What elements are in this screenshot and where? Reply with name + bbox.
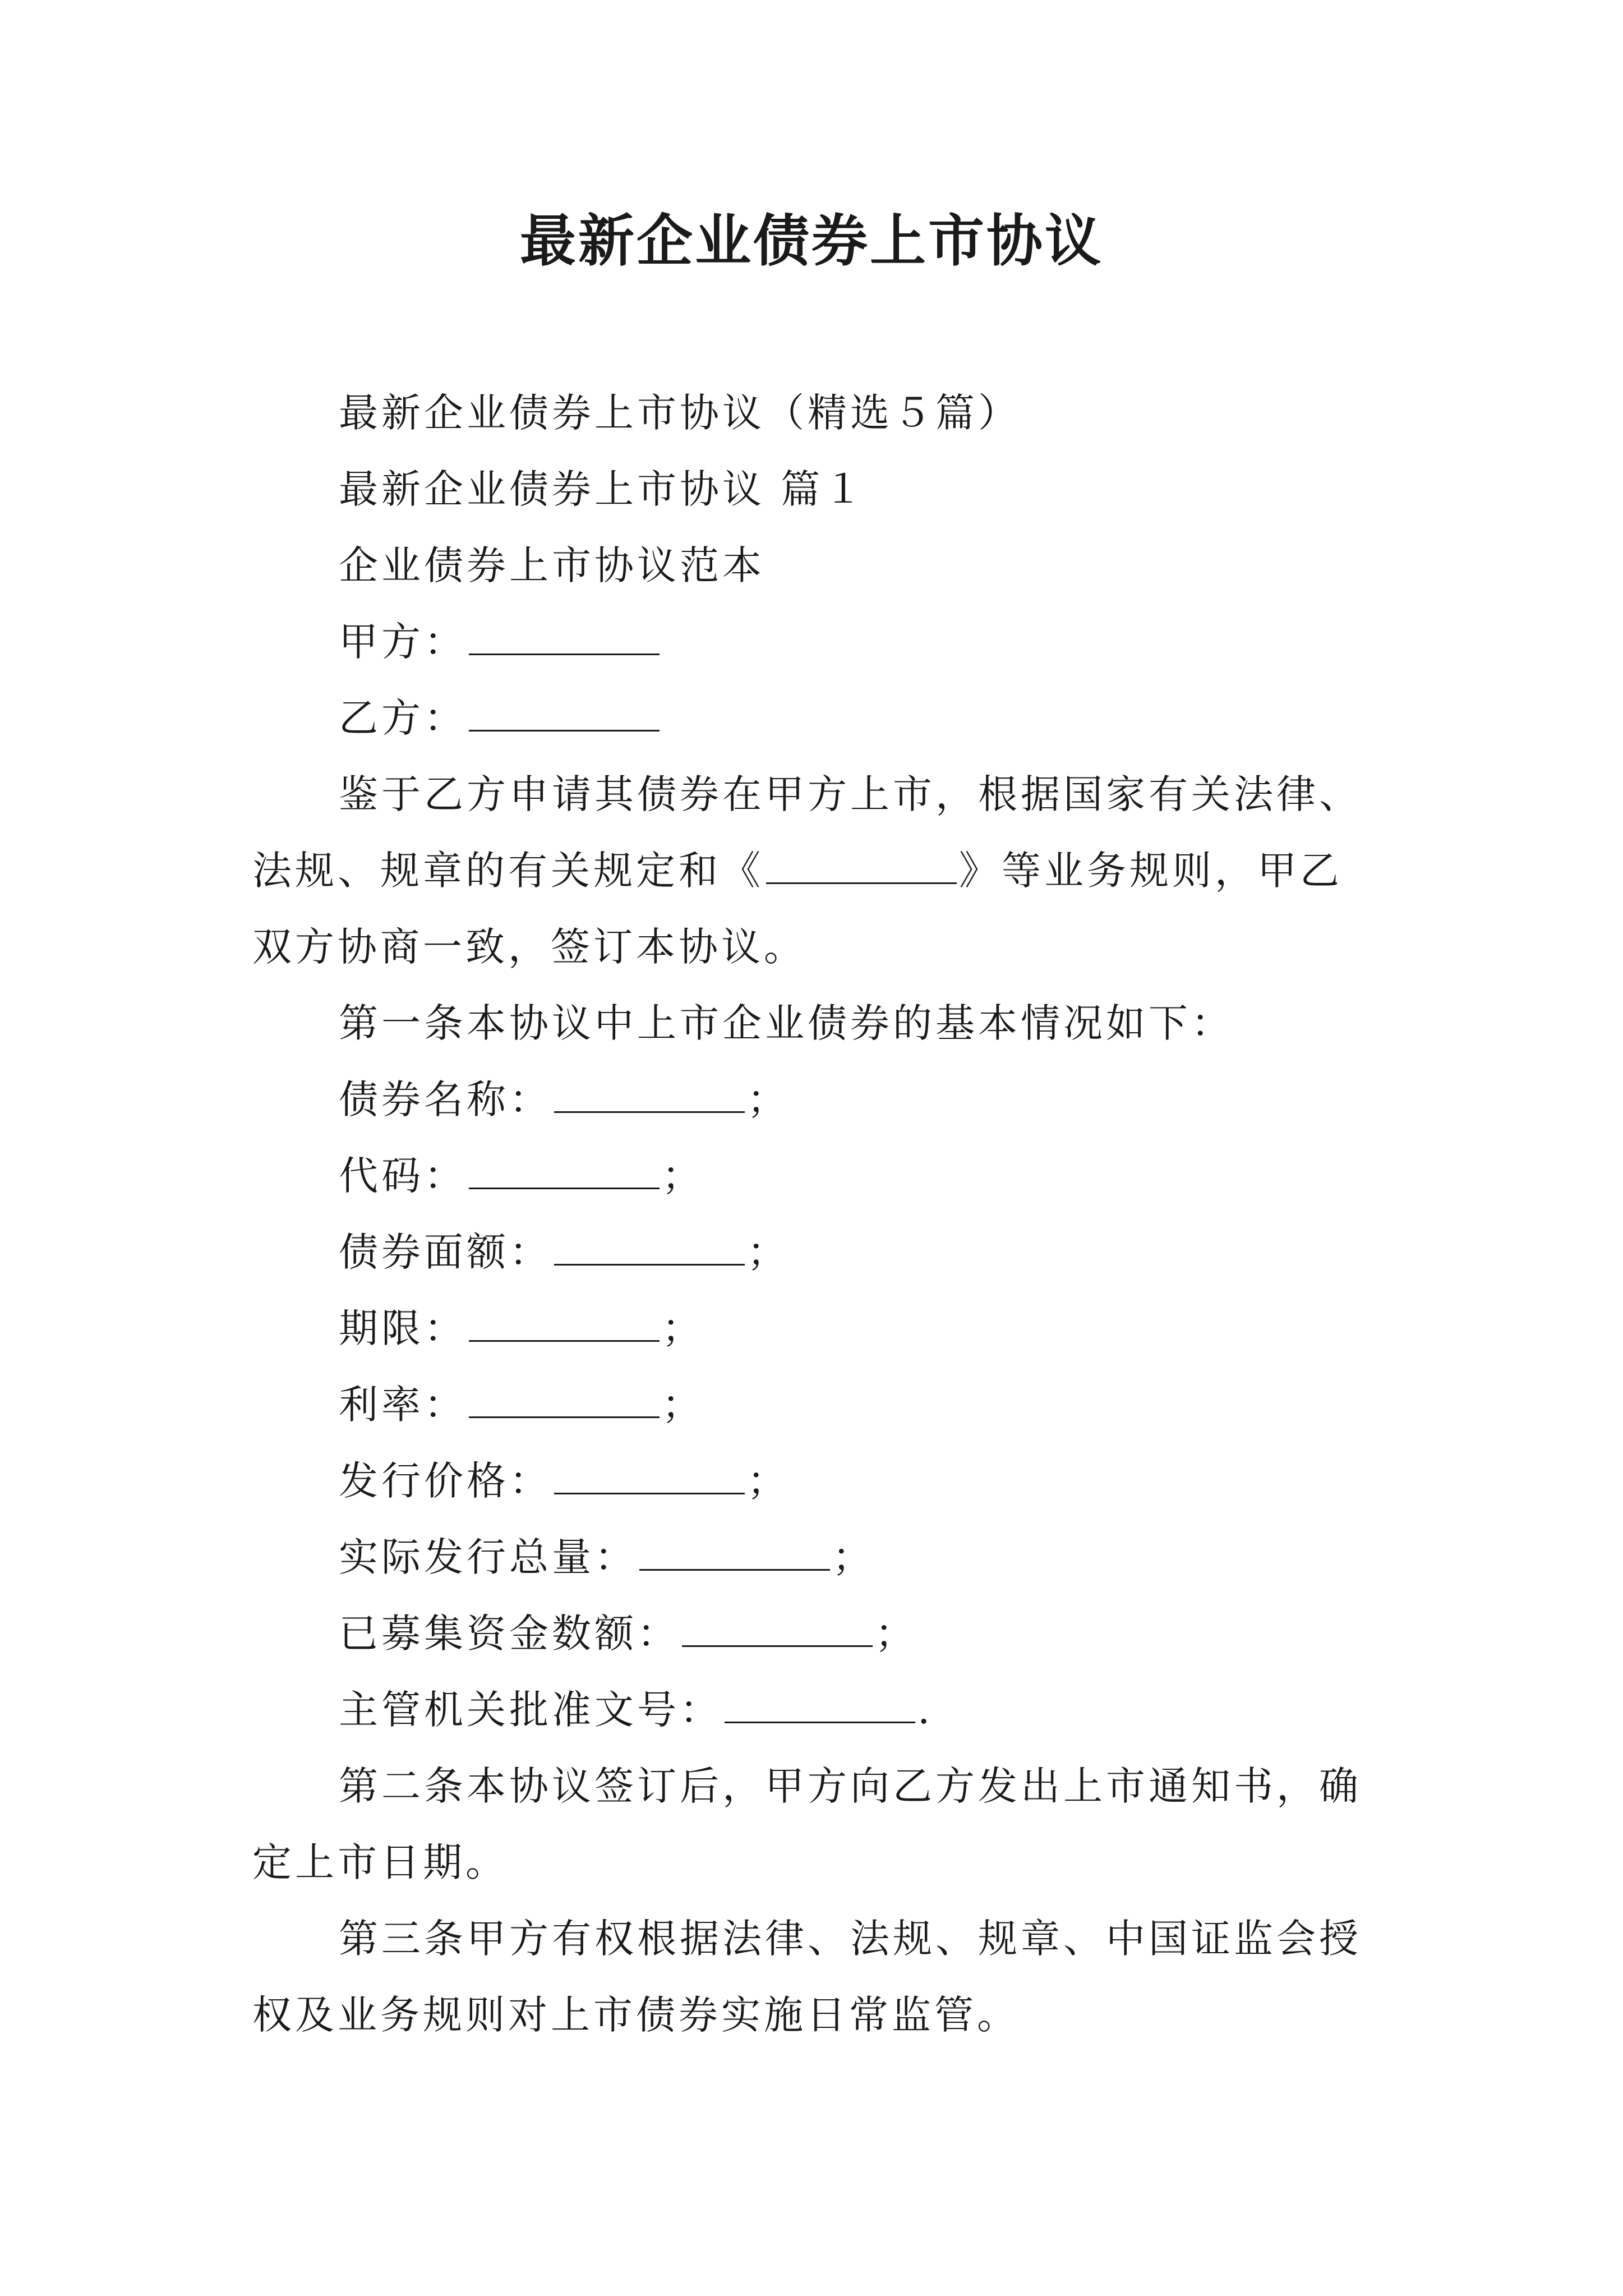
field-terminator: ； [875, 1611, 917, 1657]
field-terminator: ； [747, 1458, 790, 1504]
field-terminator: ； [832, 1534, 875, 1580]
field-funds-raised [252, 1595, 1380, 1672]
field-approval-number [252, 1672, 1380, 1748]
field-label: 发行价格： [339, 1458, 552, 1504]
field-label: 期限： [339, 1305, 467, 1351]
field-label: 债券面额： [339, 1229, 552, 1275]
field-blank [554, 1080, 745, 1113]
field-face-value [252, 1214, 1380, 1290]
article-1: 第一条本协议中上市企业债券的基本情况如下： [339, 1000, 1234, 1046]
field-terminator: ； [662, 1305, 704, 1351]
field-blank [469, 1156, 660, 1189]
field-code [252, 1138, 1380, 1214]
template-heading: 企业债券上市协议范本 [339, 542, 765, 588]
field-blank [469, 1385, 660, 1418]
field-label: 已募集资金数额： [339, 1611, 680, 1657]
field-interest-rate [252, 1366, 1380, 1443]
rules-name-blank [766, 851, 957, 884]
field-term [252, 1290, 1380, 1366]
party-b-blank [469, 698, 660, 731]
document-title: 最新企业债券上市协议 [520, 208, 1103, 274]
party-a-line [252, 604, 1380, 680]
field-blank [725, 1690, 915, 1723]
field-terminator: ； [662, 1382, 704, 1428]
article-2: 第二条本协议签订后，甲方向乙方发出上市通知书，确定上市日期。 [252, 1763, 1362, 1885]
field-label: 债券名称： [339, 1076, 552, 1122]
preamble-text-2: 》等业务规则，甲乙双方协商一致，签订本协议。 [252, 848, 1343, 970]
field-terminator: ； [747, 1076, 790, 1122]
field-terminator: ； [747, 1229, 790, 1275]
field-terminator: . [917, 1687, 934, 1733]
party-a-blank [469, 622, 660, 655]
field-blank [682, 1614, 873, 1647]
preamble-text-1: 鉴于乙方申请其债券在甲方上市，根据国家有关法律、法规、规章的有关规定和《 [252, 771, 1362, 894]
field-blank [469, 1309, 660, 1342]
party-b-line [252, 680, 1380, 756]
field-terminator: ； [662, 1153, 704, 1199]
field-blank [554, 1232, 745, 1266]
field-blank [554, 1461, 745, 1494]
party-b-label: 乙方： [339, 695, 467, 741]
subtitle: 最新企业债券上市协议（精选５篇） [339, 390, 1021, 436]
party-a-label: 甲方： [339, 619, 467, 665]
field-label: 实际发行总量： [339, 1534, 637, 1580]
field-label: 利率： [339, 1382, 467, 1428]
field-actual-issue-total [252, 1519, 1380, 1595]
preamble-paragraph [252, 756, 1380, 985]
document-body [252, 375, 1380, 2053]
field-issue-price [252, 1443, 1380, 1519]
field-label: 代码： [339, 1153, 467, 1199]
part-heading: 最新企业债券上市协议 篇１ [339, 466, 866, 512]
field-blank [639, 1538, 830, 1571]
field-bond-name [252, 1061, 1380, 1138]
article-3: 第三条甲方有权根据法律、法规、规章、中国证监会授权及业务规则对上市债券实施日常监管。 [252, 1916, 1362, 2038]
field-label: 主管机关批准文号： [339, 1687, 722, 1733]
